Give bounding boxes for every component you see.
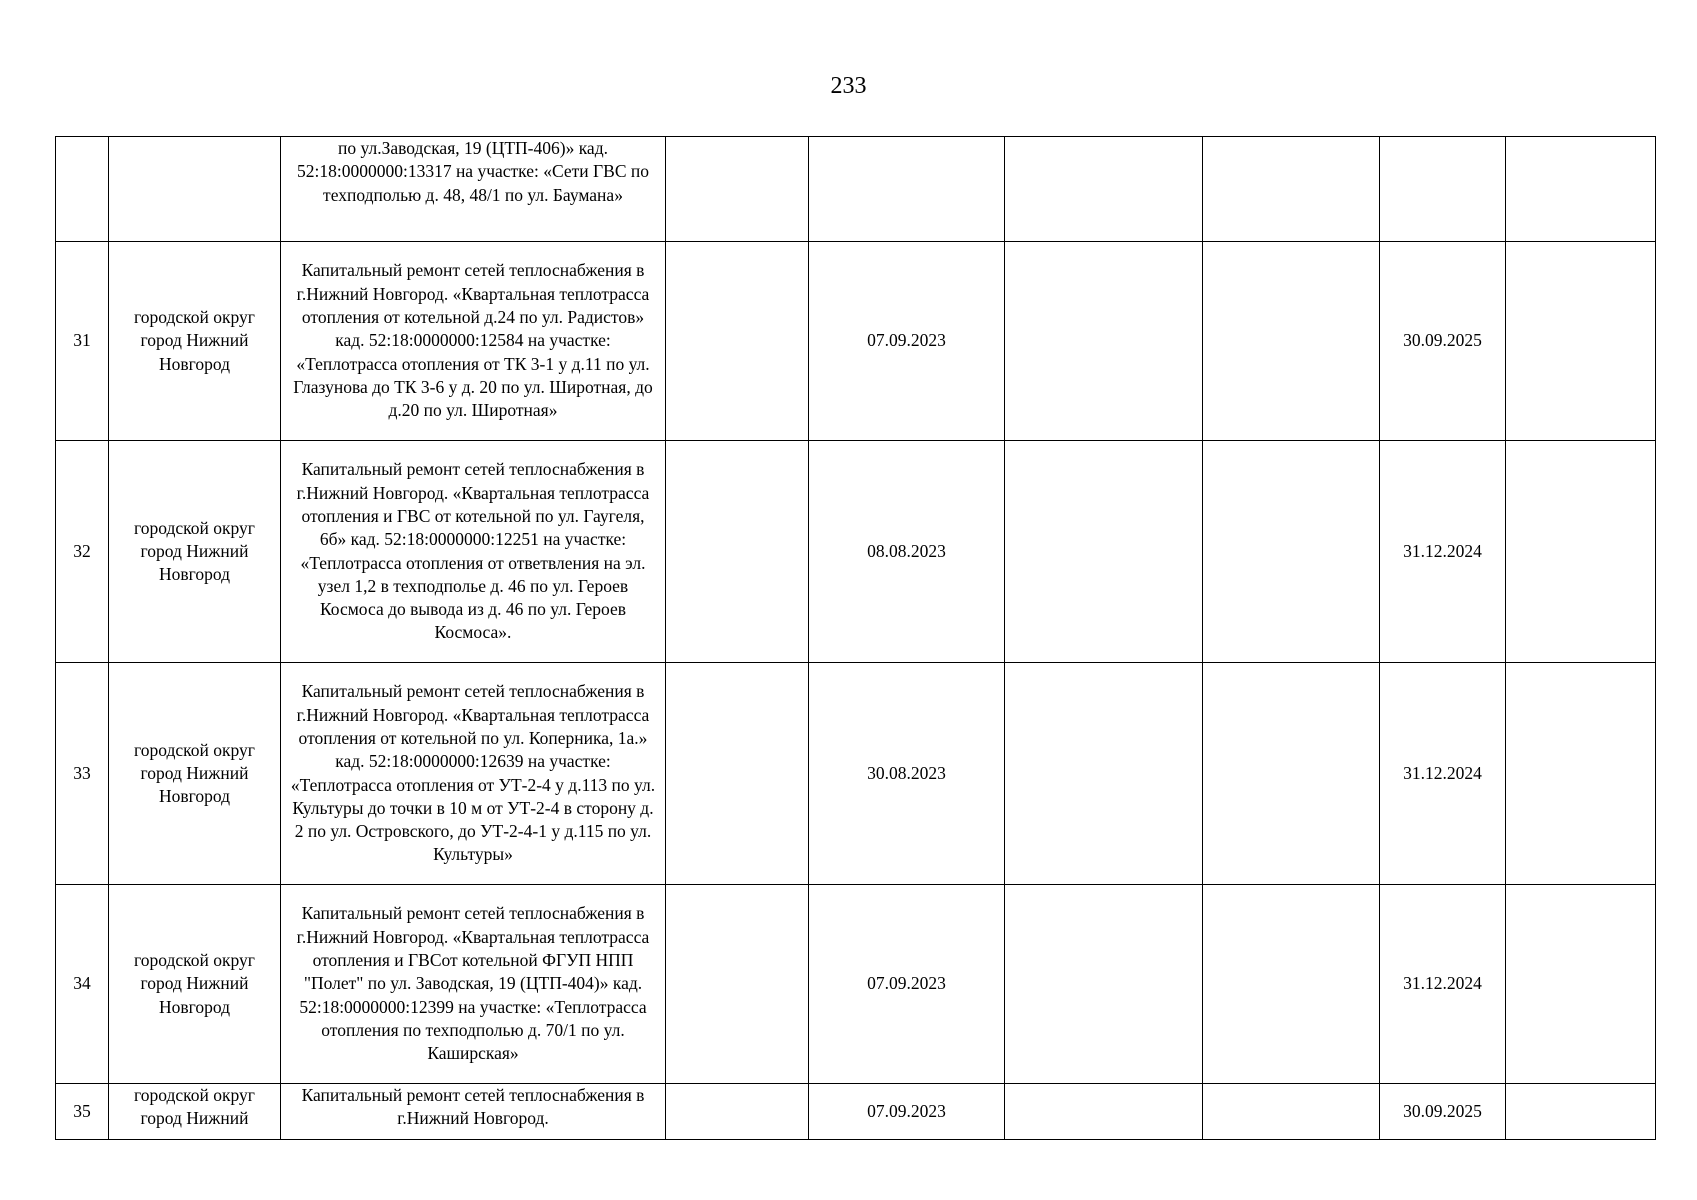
empty-cell <box>666 885 809 1084</box>
municipality-cell: городской округ город Нижний Новгород <box>109 663 281 885</box>
empty-cell <box>1005 137 1203 242</box>
empty-cell <box>1203 1084 1380 1140</box>
empty-cell <box>1506 663 1656 885</box>
row-number: 34 <box>56 885 109 1084</box>
empty-cell <box>1203 242 1380 441</box>
municipality-cell: городской округ город Нижний Новгород <box>109 441 281 663</box>
start-date-cell: 08.08.2023 <box>809 441 1005 663</box>
description-cell: Капитальный ремонт сетей теплоснабжения в г.Нижний Новгород. «Квартальная теплотрасса отопления и ГВСот котельной ФГУП НПП "Полет" по ул. Заводская, 19 (ЦТП-404)» кад. 52:18:0000000:12399 на участке: «Теплотрасса отопления по техподполью д. 70/1 по ул. Каширская» <box>281 885 666 1084</box>
table-row <box>56 137 1656 242</box>
empty-cell <box>666 441 809 663</box>
empty-cell <box>666 663 809 885</box>
empty-cell <box>1203 441 1380 663</box>
empty-cell <box>1005 885 1203 1084</box>
row-number <box>56 137 109 242</box>
table-row <box>56 242 1656 441</box>
municipality-cell <box>109 137 281 242</box>
municipality-cell: городской округ город Нижний Новгород <box>109 242 281 441</box>
table-row <box>56 441 1656 663</box>
end-date-cell <box>1380 137 1506 242</box>
start-date-cell: 07.09.2023 <box>809 885 1005 1084</box>
empty-cell <box>666 242 809 441</box>
row-number: 32 <box>56 441 109 663</box>
empty-cell <box>1203 137 1380 242</box>
empty-cell <box>1506 242 1656 441</box>
empty-cell <box>1203 885 1380 1084</box>
page-number: 233 <box>830 73 867 99</box>
end-date-cell: 30.09.2025 <box>1380 242 1506 441</box>
municipality-cell: городской округ город Нижний <box>109 1084 281 1140</box>
end-date-cell: 31.12.2024 <box>1380 885 1506 1084</box>
empty-cell <box>1506 1084 1656 1140</box>
table-row <box>56 885 1656 1084</box>
empty-cell <box>1506 137 1656 242</box>
description-cell: Капитальный ремонт сетей теплоснабжения в г.Нижний Новгород. «Квартальная теплотрасса отопления от котельной по ул. Коперника, 1а.» кад. 52:18:0000000:12639 на участке: «Теплотрасса отопления от УТ-2-4 у д.113 по ул. Культуры до точки в 10 м от УТ-2-4 в сторону д. 2 по ул. Островского, до УТ-2-4-1 у д.115 по ул. Культуры» <box>281 663 666 885</box>
empty-cell <box>1005 441 1203 663</box>
start-date-cell <box>809 137 1005 242</box>
start-date-cell: 07.09.2023 <box>809 1084 1005 1140</box>
start-date-cell: 07.09.2023 <box>809 242 1005 441</box>
empty-cell <box>666 1084 809 1140</box>
description-cell: Капитальный ремонт сетей теплоснабжения в г.Нижний Новгород. <box>281 1084 666 1140</box>
description-cell: по ул.Заводская, 19 (ЦТП-406)» кад. 52:18:0000000:13317 на участке: «Сети ГВС по техподполью д. 48, 48/1 по ул. Баумана» <box>281 137 666 242</box>
row-number: 35 <box>56 1084 109 1140</box>
empty-cell <box>1506 441 1656 663</box>
start-date-cell: 30.08.2023 <box>809 663 1005 885</box>
end-date-cell: 30.09.2025 <box>1380 1084 1506 1140</box>
end-date-cell: 31.12.2024 <box>1380 663 1506 885</box>
works-table <box>55 136 1656 1140</box>
end-date-cell: 31.12.2024 <box>1380 441 1506 663</box>
empty-cell <box>1005 1084 1203 1140</box>
empty-cell <box>1005 663 1203 885</box>
empty-cell <box>666 137 809 242</box>
empty-cell <box>1203 663 1380 885</box>
table-row <box>56 1084 1656 1140</box>
table-row <box>56 663 1656 885</box>
row-number: 33 <box>56 663 109 885</box>
row-number: 31 <box>56 242 109 441</box>
empty-cell <box>1506 885 1656 1084</box>
description-cell: Капитальный ремонт сетей теплоснабжения в г.Нижний Новгород. «Квартальная теплотрасса отопления от котельной д.24 по ул. Радистов» кад. 52:18:0000000:12584 на участке: «Теплотрасса отопления от ТК 3-1 у д.11 по ул. Глазунова до ТК 3-6 у д. 20 по ул. Широтная, до д.20 по ул. Широтная» <box>281 242 666 441</box>
empty-cell <box>1005 242 1203 441</box>
municipality-cell: городской округ город Нижний Новгород <box>109 885 281 1084</box>
description-cell: Капитальный ремонт сетей теплоснабжения в г.Нижний Новгород. «Квартальная теплотрасса отопления и ГВС от котельной по ул. Гаугеля, 6б» кад. 52:18:0000000:12251 на участке: «Теплотрасса отопления от ответвления на эл. узел 1,2 в техподполье д. 46 по ул. Героев Космоса до вывода из д. 46 по ул. Героев Космоса». <box>281 441 666 663</box>
